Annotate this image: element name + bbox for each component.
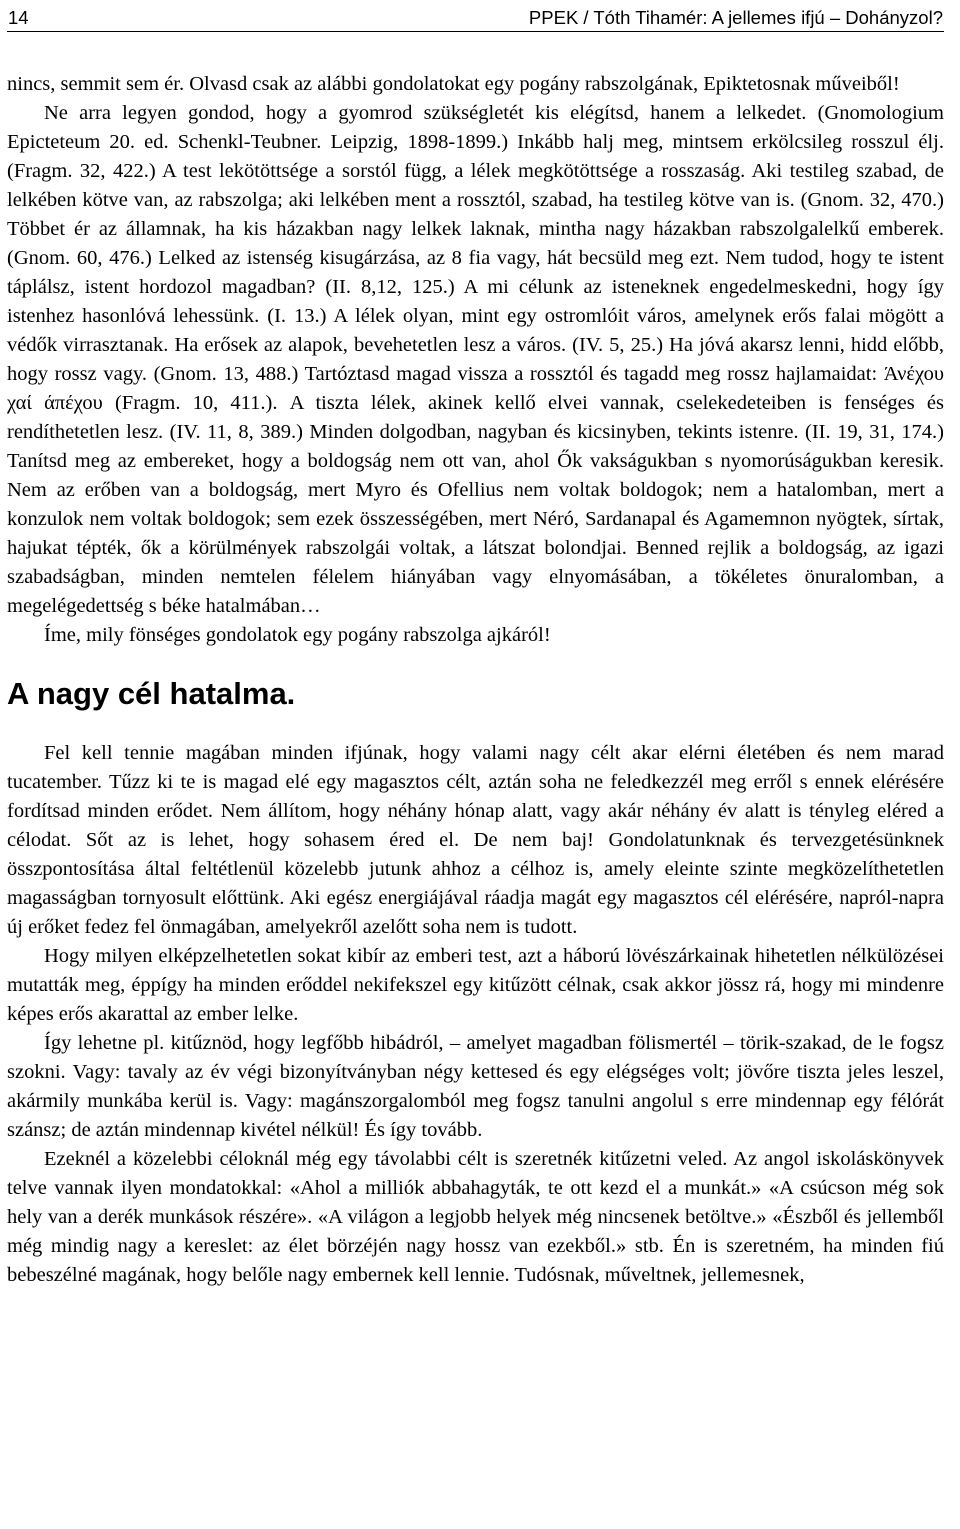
intro-text <box>7 70 944 650</box>
section-paragraph-1: Fel kell tennie magában minden ifjúnak, hogy valami nagy célt akar elérni életében és nem marad tucatember. Tűzz ki te is magad elé egy magasztos célt, aztán soha ne feledkezzél meg erről s ennek elérésére fordítsad minden erődet. Nem állítom, hogy néhány hónap alatt, vagy akár néhány év alatt is tényleg eléred a célodat. Sőt az is lehet, hogy sohasem éred el. De nem baj! Gondolatunknak és tervezgetésünknek összpontosítása által feltétlenül közelebb jutunk ahhoz a célhoz is, amely eleinte szinte megközelíthetetlen magasságban tornyosult előttünk. Aki egész energiájával ráadja magát egy magasztos cél elérésére, napról-napra új erőket fedez fel önmagában, amelyekről azelőtt soha nem is tudott. <box>7 742 944 938</box>
document-page <box>7 0 944 1290</box>
running-title: PPEK / Tóth Tihamér: A jellemes ifjú – Dohányzol? <box>528 7 943 28</box>
section-text <box>7 739 944 1290</box>
paragraph-intro-closing: Íme, mily fönséges gondolatok egy pogány rabszolga ajkáról! <box>44 624 551 646</box>
running-header <box>7 0 944 32</box>
paragraph-epictetus-quotes: Ne arra legyen gondod, hogy a gyomrod szükségletét kis elégítsd, hanem a lelkedet. (Gnomologium Epicteteum 20. ed. Schenkl-Teubner. Leipzig, 1898-1899.) Inkább halj meg, mintsem erkölcsileg rosszul élj. (Fragm. 32, 422.) A test lekötöttsége a sorstól függ, a lélek megkötöttsége a rosszaság. Aki testileg szabad, de lelkében kötve van, az rabszolga; aki lelkében ment a rossztól, szabad, ha testileg kötve van is. (Gnom. 32, 470.) Többet ér az államnak, ha kis házakban nagy lelkek laknak, mintha nagy házakban rabszolgalelkű emberek. (Gnom. 60, 476.) Lelked az istenség kisugárzása, az 8 fia vagy, hát becsüld meg ezt. Nem tudod, hogy te istent táplálsz, istent hordozol magadban? (II. 8,12, 125.) A mi célunk az isteneknek engedelmeskedni, hogy így istenhez hasonlóvá lehessünk. (I. 13.) A lélek olyan, mint egy ostromlóit város, amelynek erős falai mögött a védők virrasztanak. Ha erősek az alapok, bevehetetlen lesz a város. (IV. 5, 25.) Ha jóvá akarsz lenni, hidd előbb, hogy rossz vagy. (Gnom. 13, 488.) Tartóztasd magad vissza a rossztól és tagadd meg rossz hajlamaidat: Άνέχου χαί άπέχου (Fragm. 10, 411.). A tiszta lélek, akinek kellő elvei vannak, cselekedeteiben is fenséges és rendíthetetlen lesz. (IV. 11, 8, 389.) Minden dolgodban, nagyban és kicsinyben, tekints istenre. (II. 19, 31, 174.) Tanítsd meg az embereket, hogy a boldogság nem ott van, ahol Ők vakságukban s nyomorúságukban keresik. Nem az erőben van a boldogság, mert Myro és Ofellius nem voltak boldogok; nem a hatalomban, mert a konzulok nem voltak boldogok; sem ezek összességében, mert Néró, Sardanapal és Agamemnon nyögtek, sírtak, hajukat tépték, ők a körülmények rabszolgái voltak, a látszat bolondjai. Benned rejlik a boldogság, az igazi szabadságban, minden nemtelen félelem hiányában vagy elnyomásában, a tökéletes önuralomban, a megelégedettség s béke hatalmában… <box>7 102 944 617</box>
section-heading: A nagy cél hatalma. <box>7 676 296 711</box>
page-number: 14 <box>8 7 29 28</box>
paragraph-intro-1: nincs, semmit sem ér. Olvasd csak az alábbi gondolatokat egy pogány rabszolgának, Epiktetosnak műveiből! <box>7 73 900 95</box>
section-paragraph-4: Ezeknél a közelebbi céloknál még egy távolabbi célt is szeretnék kitűzetni veled. Az angol iskoláskönyvek telve vannak ilyen mondatokkal: «Ahol a milliók abbahagyták, te ott kezd el a munkát.» «A csúcson még sok hely van a derék munkások részére». «A világon a legjobb helyek még nincsenek betöltve.» «Észből és jellemből még mindig nagy a kereslet: az élet börzéjén nagy hossz van ezekből.» stb. Én is szeretném, ha minden fiú bebeszélné magának, hogy belőle nagy embernek kell lennie. Tudósnak, műveltnek, jellemesnek, <box>7 1148 944 1286</box>
section-paragraph-3: Így lehetne pl. kitűznöd, hogy legfőbb hibádról, – amelyet magadban fölismertél – törik-szakad, de le fogsz szokni. Vagy: tavaly az év végi bizonyítványban négy kettesed és egy elégséges volt; jövőre tiszta jeles leszel, akármily munkába kerül is. Vagy: magánszorgalomból meg fogsz tanulni angolul s erre mindennap egy félórát szánsz; de aztán mindennap kivétel nélkül! És így tovább. <box>7 1032 944 1141</box>
section-paragraph-2: Hogy milyen elképzelhetetlen sokat kibír az emberi test, azt a háború lövészárkainak hihetetlen nélkülözései mutatták meg, éppígy ha minden erőddel nekifekszel egy kitűzött célnak, csak akkor jössz rá, hogy mi mindenre képes erős akarattal az ember lelke. <box>7 945 944 1025</box>
